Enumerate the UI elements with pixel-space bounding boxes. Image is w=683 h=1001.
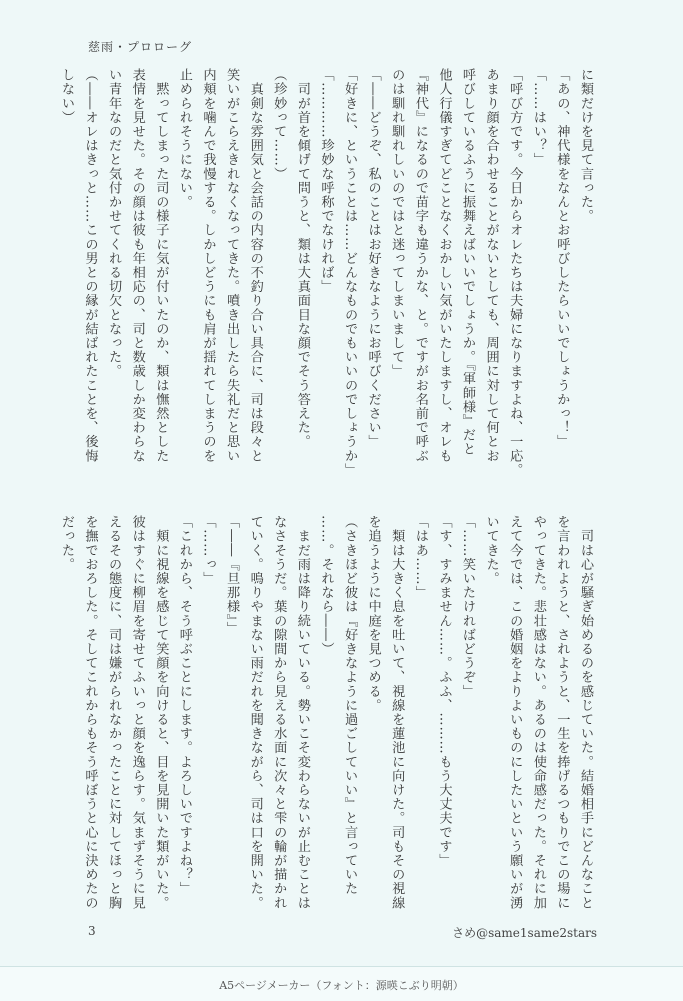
text-line: （さきほど彼は『好きなように過ごしていい』と言っていた: [342, 515, 358, 896]
text-line: なさそうだ。葉の隙間から見える水面に次々と雫の輪が描かれ: [271, 515, 287, 910]
text-line: 「好きに、ということは……どんなものでもいいのでしょうか」: [342, 68, 358, 477]
lower-text-block: [54, 515, 597, 915]
text-line: 「――どうぞ、私のことはお好きなようにお呼びください」: [365, 68, 381, 449]
text-line: （――オレはきっと……この男との縁が結ばれたことを、後悔: [82, 68, 98, 463]
text-line: 司が首を傾げて問うと、類は大真面目な顔でそう答えた。: [294, 68, 310, 449]
text-line: 「……っ」: [200, 515, 216, 586]
text-line: いてきた。: [483, 515, 499, 586]
text-line: 『神代』になるので苗字も違うかな、と。ですがお名前で呼ぶ: [412, 68, 428, 463]
text-line: 「…………珍妙な呼称でなければ」: [318, 68, 334, 294]
text-line: 「はあ……」: [412, 515, 428, 600]
text-line: い青年なのだと気付かせてくれる切欠となった。: [106, 68, 122, 379]
text-line: 止められそうにない。: [176, 68, 192, 209]
text-line: あまり顔を合わせることがないとしても、周囲に対して何とお: [483, 68, 499, 463]
text-line: 呼びしているふうに振舞えばいいでしょうか。『軍師様』だと: [460, 68, 476, 457]
text-line: 内頬を噛んで我慢する。しかしどうにも肩が揺れてしまうのを: [200, 68, 216, 463]
text-line: 「……はい？」: [530, 68, 546, 167]
footer-caption: A5ページメーカー（フォント：源暎こぶり明朝）: [219, 979, 464, 992]
text-line: 彼はすぐに柳眉を寄せてふいっと顔を逸らす。気まずそうに見: [129, 515, 145, 910]
text-line: 類は大きく息を吐いて、視線を蓮池に向けた。司もその視線: [389, 515, 405, 910]
text-line: えるその態度に、司は嫌がられなかったことに対してほっと胸: [106, 515, 122, 910]
chapter-title: 慈雨・プロローグ: [88, 40, 193, 54]
text-line: ……。それなら――）: [318, 515, 334, 656]
text-line: に類だけを見て言った。: [578, 68, 593, 224]
text-line: 表情を見せた。その顔は彼も年相応の、司と数歳しか変わらな: [129, 68, 145, 463]
text-line: 「……笑いたければどうぞ」: [460, 515, 476, 699]
text-line: 真剣な雰囲気と会話の内容の不釣り合い具合に、司は段々と: [247, 68, 263, 463]
text-line: しない）: [58, 68, 74, 125]
text-line: ていく。鳴りやまない雨だれを聞きながら、司は口を開いた。: [247, 515, 263, 910]
author-credit: さめ@same1same2stars: [452, 926, 597, 940]
text-line: （珍妙って……）: [271, 68, 287, 181]
text-line: 頬に視線を感じて笑顔を向けると、目を見開いた類がいた。: [153, 515, 169, 910]
text-line: 司は心が騒ぎ始めるのを感じていた。結婚相手にどんなこと: [578, 515, 593, 910]
text-line: 「――『旦那様』」: [224, 515, 240, 636]
text-line: 「す、すみません……。ふふ、………もう大丈夫です」: [436, 515, 452, 868]
text-line: を撫でおろした。そしてこれからもそう呼ぼうと心に決めたの: [82, 515, 98, 910]
text-line: のは馴れ馴れしいのではと迷ってしまいまして」: [389, 68, 405, 379]
text-line: 他人行儀すぎてどことなくおかしい気がいたしますし、オレも: [436, 68, 452, 463]
text-line: を追うように中庭を見つめる。: [365, 515, 381, 713]
text-line: えて今では、この婚姻をよりよいものにしたいという願いが湧: [507, 515, 523, 910]
text-line: 「呼び方です。今日からオレたちは夫婦になりますよね、一応。: [507, 68, 523, 477]
upper-text-block: [54, 68, 597, 477]
text-line: まだ雨は降り続いている。勢いこそ変わらないが止むことは: [294, 515, 310, 910]
text-line: 「あの、神代様をなんとお呼びしたらいいでしょうかっ！」: [554, 68, 570, 449]
text-line: を言われようと、されようと、一生を捧げるつもりでこの場に: [554, 515, 570, 910]
page-number: 3: [88, 924, 96, 938]
text-line: やってきた。悲壮感はない。あるのは使命感だった。それに加: [530, 515, 546, 910]
text-line: 「これから、そう呼ぶことにします。よろしいですよね？」: [176, 515, 192, 896]
footer-bar: [0, 966, 683, 1001]
text-line: 黙ってしまった司の様子に気が付いたのか、類は憮然とした: [153, 68, 169, 463]
text-line: 笑いがこらえきれなくなってきた。噴き出したら失礼だと思い: [224, 68, 240, 463]
text-line: だった。: [58, 515, 74, 572]
